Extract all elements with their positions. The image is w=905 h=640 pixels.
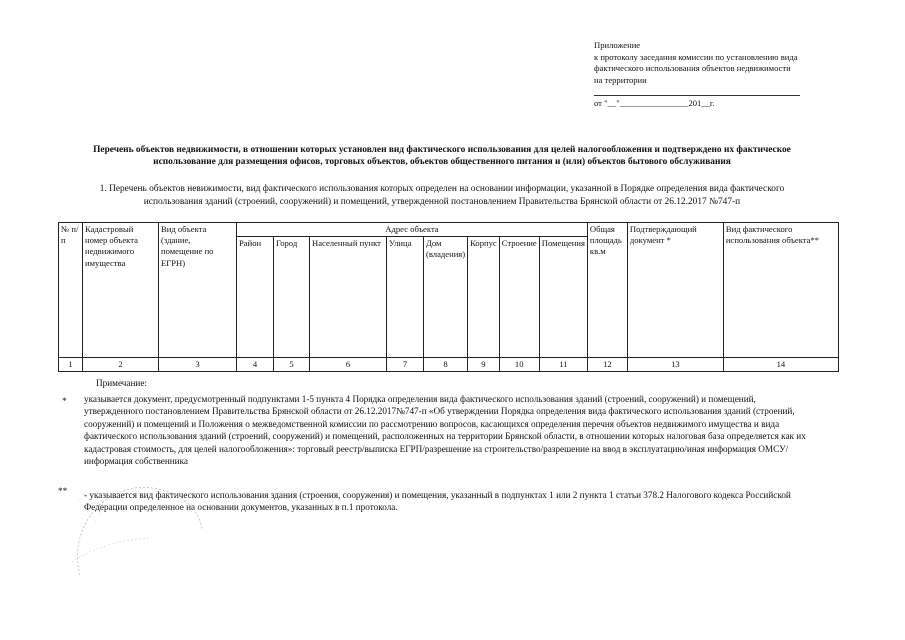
column-number: 6 (310, 358, 387, 372)
annex-block (594, 40, 834, 86)
header-cell: Улица (387, 237, 424, 358)
note-text: - указывается вид фактического использования здания (строения, сооружения) и помещения, указанный в подпунктах 1 или 2 пункта 1 статьи 378.2 Налогового кодекса Российской Федерации определенное на основании документов, указанных в п.1 протокола. (84, 490, 791, 513)
column-number: 8 (424, 358, 468, 372)
note-text: указывается документ, предусмотренный подпунктами 1-5 пункта 4 Порядка определения вида фактического использования зданий (строений, сооружений) и помещений, утвержденного постановлением Правительства Брянской области от 26.12.2017№747-п «Об утверждении Порядка определения вида фактического использования зданий (строений, сооружений) и помещений и Положения о межведомственной комиссии по рассмотрению вопросов, касающихся определения перечня объектов недвижимого имущества и вида фактического использования зданий (строений, сооружений) и помещений, расположенных на территории Брянской области, в отношении которых налоговая база определяется как их кадастровая стоимость, для целей налогообложения»: торговый реестр/выписка ЕГРП/разрешение на строительство/разрешение на ввод в эксплуатацию/иная информация ОМСУ/информация собственника (84, 394, 806, 467)
column-number: 11 (539, 358, 587, 372)
header-cell: № п/п (59, 223, 83, 358)
annex-rule (594, 95, 800, 96)
column-number: 13 (627, 358, 723, 372)
annex-line: на территории (594, 74, 647, 85)
annex-line: фактического использования объектов недвижимости (594, 63, 791, 74)
header-cell: Вид объекта (здание, помещение по ЕГРН) (159, 223, 237, 358)
objects-table (58, 222, 839, 372)
column-number-row (59, 358, 839, 372)
table-header-row (59, 223, 839, 237)
notes-title: Примечание: (96, 378, 147, 388)
header-cell: Подтверждающий документ * (627, 223, 723, 358)
stamp-mark (60, 470, 210, 590)
annex-date: от "__"________________201__г. (594, 98, 715, 108)
column-number: 4 (237, 358, 274, 372)
column-number: 7 (387, 358, 424, 372)
annex-line: Приложение (594, 40, 641, 50)
column-number: 2 (83, 358, 159, 372)
header-cell: Корпус (468, 237, 500, 358)
header-cell: Район (237, 237, 274, 358)
column-number: 5 (274, 358, 310, 372)
column-number: 12 (587, 358, 627, 372)
column-number: 10 (499, 358, 539, 372)
header-cell: Дом (владения) (424, 237, 468, 358)
column-number: 3 (159, 358, 237, 372)
header-cell: Общая площадь кв.м (587, 223, 627, 358)
column-number: 1 (59, 358, 83, 372)
note-marker: ** (58, 486, 68, 496)
header-cell-address: Адрес объекта (237, 223, 588, 237)
note-marker: * (62, 396, 67, 406)
header-cell: Населенный пункт (310, 237, 387, 358)
header-cell: Помещения (539, 237, 587, 358)
annex-line: к протоколу заседания комиссии по установлению вида (594, 51, 798, 62)
column-number: 14 (723, 358, 838, 372)
header-cell: Вид фактического использования объекта** (723, 223, 838, 358)
column-number: 9 (468, 358, 500, 372)
document-title: Перечень объектов недвижимости, в отношении которых установлен вид фактического использования для целей налогообложения и подтверждено их фактическое использование для размещения офисов, торговых объектов, объектов общественного питания и (или) объектов бытового обслуживания (93, 145, 791, 168)
section-subtitle: 1. Перечень объектов невижимости, вид фактического использования которых определен на основании информации, указанной в Порядке определения вида фактического использования зданий (строений, сооружений) и помещений, утвержденной постановлением Правительства Брянской области от 26.12.2017 №747-п (99, 184, 785, 207)
header-cell: Город (274, 237, 310, 358)
header-cell: Строение (499, 237, 539, 358)
header-cell: Кадастровый номер объекта недвижимого имущества (83, 223, 159, 358)
